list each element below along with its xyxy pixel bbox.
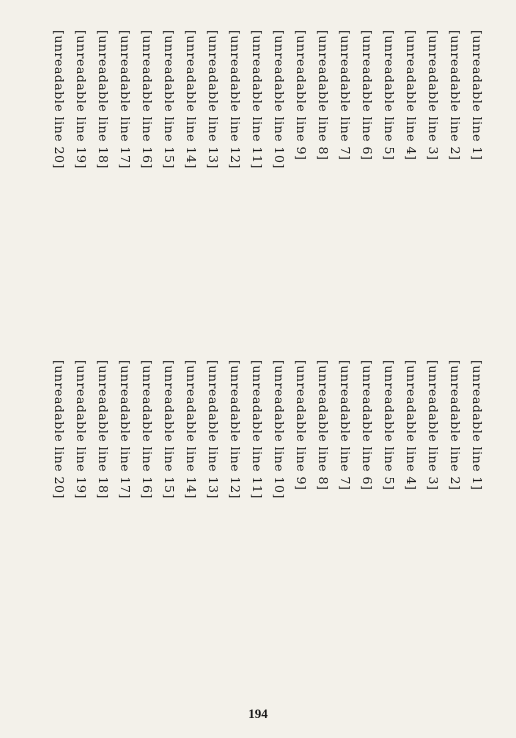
text-column: [unreadable line 8] [316,30,331,161]
text-column: [unreadable line 6] [360,360,375,491]
text-column: [unreadable line 9] [294,360,309,491]
text-column: [unreadable line 2] [448,360,463,491]
text-column: [unreadable line 14] [184,30,199,169]
text-column: [unreadable line 4] [404,360,419,491]
text-column: [unreadable line 17] [118,30,133,169]
text-column: [unreadable line 11] [250,360,265,499]
text-column: [unreadable line 1] [470,360,485,491]
upper-text-block [18,30,488,330]
text-column: [unreadable line 15] [162,360,177,499]
text-column: [unreadable line 7] [338,360,353,491]
lower-text-block [18,360,488,660]
text-column: [unreadable line 11] [250,30,265,169]
text-column: [unreadable line 3] [426,360,441,491]
text-column: [unreadable line 20] [52,30,67,169]
text-column: [unreadable line 19] [74,30,89,169]
text-column: [unreadable line 18] [96,360,111,499]
text-column: [unreadable line 12] [228,30,243,169]
text-column: [unreadable line 14] [184,360,199,499]
text-column: [unreadable line 4] [404,30,419,161]
text-column: [unreadable line 2] [448,30,463,161]
text-column: [unreadable line 5] [382,360,397,491]
text-column: [unreadable line 19] [74,360,89,499]
text-column: [unreadable line 10] [272,30,287,169]
text-column: [unreadable line 6] [360,30,375,161]
text-column: [unreadable line 16] [140,30,155,169]
text-column: [unreadable line 13] [206,30,221,169]
text-column: [unreadable line 5] [382,30,397,161]
text-column: [unreadable line 15] [162,30,177,169]
page-number: 194 [248,706,268,721]
text-column: [unreadable line 16] [140,360,155,499]
text-column: [unreadable line 3] [426,30,441,161]
text-column: [unreadable line 9] [294,30,309,161]
text-column: [unreadable line 17] [118,360,133,499]
text-column: [unreadable line 20] [52,360,67,499]
text-column: [unreadable line 7] [338,30,353,161]
text-column: [unreadable line 13] [206,360,221,499]
text-column: [unreadable line 18] [96,30,111,169]
text-column: [unreadable line 10] [272,360,287,499]
text-column: [unreadable line 1] [470,30,485,161]
text-column: [unreadable line 12] [228,360,243,499]
text-column: [unreadable line 8] [316,360,331,491]
